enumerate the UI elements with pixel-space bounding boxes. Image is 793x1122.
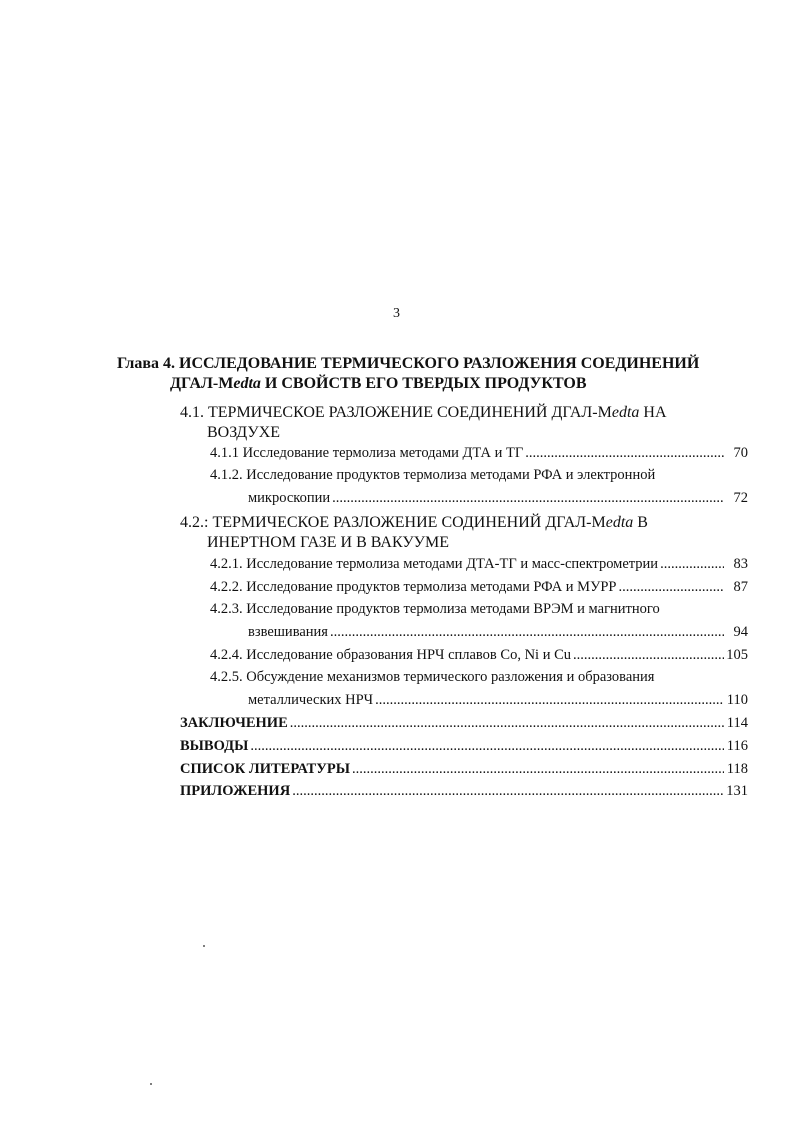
leader-dots <box>330 621 724 643</box>
toc-entry-page: 110 <box>726 692 748 708</box>
toc-entry-page: 116 <box>726 738 748 754</box>
toc-entry-title: ВЫВОДЫ <box>180 738 249 754</box>
toc-entry-4-2-2[interactable] <box>210 576 748 598</box>
toc-entry-title: 4.2.4. Исследование образования НРЧ сплавов Co, Ni и Cu <box>210 647 572 663</box>
toc-entry-title: металлических НРЧ <box>248 692 374 708</box>
toc-entry-4-1-2[interactable] <box>248 487 748 509</box>
toc-entry-page: 70 <box>733 445 748 461</box>
toc-entry-page: 72 <box>733 490 748 506</box>
toc-entry-4-2-3[interactable] <box>248 621 748 643</box>
toc-entry-page: 105 <box>726 647 748 663</box>
toc-entry-title: 4.2.1. Исследование термолиза методами ДТА-ТГ и масс-спектрометрии <box>210 556 659 572</box>
toc-entry-4-2-1[interactable] <box>210 553 748 575</box>
section-4-2-line-1: 4.2.: ТЕРМИЧЕСКОЕ РАЗЛОЖЕНИЕ СОДИНЕНИЙ ДГАЛ-Medta В <box>180 514 648 531</box>
toc-entry-page: 114 <box>726 715 748 731</box>
page-number: 3 <box>393 306 400 321</box>
toc-entry-title: СПИСОК ЛИТЕРАТУРЫ <box>180 761 350 777</box>
leader-dots <box>618 576 724 598</box>
toc-entry-page: 83 <box>733 556 748 572</box>
leader-dots <box>375 689 724 711</box>
toc-entry-4-1-2-line-1: 4.1.2. Исследование продуктов термолиза методами РФА и электронной <box>210 467 656 483</box>
section-4-1-line-2: ВОЗДУХЕ <box>207 424 281 441</box>
section-4-1-heading <box>180 403 740 443</box>
leader-dots <box>292 780 724 802</box>
leader-dots <box>660 553 724 575</box>
chapter-line-1: Глава 4. ИССЛЕДОВАНИЕ ТЕРМИЧЕСКОГО РАЗЛОЖЕНИЯ СОЕДИНЕНИЙ <box>117 355 700 372</box>
toc-entry-title: взвешивания <box>248 624 328 640</box>
leader-dots <box>290 712 724 734</box>
toc-entry-conclusion[interactable] <box>180 712 748 734</box>
toc-entry-title: микроскопии <box>248 490 331 506</box>
leader-dots <box>573 644 724 666</box>
chapter-4-heading <box>117 354 727 394</box>
leader-dots <box>332 487 724 509</box>
section-4-2-line-2: ИНЕРТНОМ ГАЗЕ И В ВАКУУМЕ <box>207 534 449 551</box>
toc-entry-4-2-5-line-1: 4.2.5. Обсуждение механизмов термического разложения и образования <box>210 669 655 685</box>
toc-entry-appendices[interactable] <box>180 780 748 802</box>
toc-entry-page: 118 <box>726 761 748 777</box>
toc-entry-references[interactable] <box>180 758 748 780</box>
leader-dots <box>250 735 724 757</box>
toc-entry-4-2-5[interactable] <box>248 689 748 711</box>
toc-entry-title: ПРИЛОЖЕНИЯ <box>180 783 291 799</box>
toc-entry-4-2-4[interactable] <box>210 644 748 666</box>
toc-entry-4-1-1[interactable] <box>210 442 748 464</box>
toc-entry-findings[interactable] <box>180 735 748 757</box>
chapter-line-2: ДГАЛ-Medta И СВОЙСТВ ЕГО ТВЕРДЫХ ПРОДУКТОВ <box>170 375 587 392</box>
toc-entry-title: 4.2.2. Исследование продуктов термолиза методами РФА и МУРР <box>210 579 617 595</box>
toc-entry-page: 131 <box>726 783 748 799</box>
leader-dots <box>525 442 724 464</box>
toc-entry-4-2-3-line-1: 4.2.3. Исследование продуктов термолиза методами ВРЭМ и магнитного <box>210 601 660 617</box>
scan-speck <box>203 945 205 947</box>
section-4-1-line-1: 4.1. ТЕРМИЧЕСКОЕ РАЗЛОЖЕНИЕ СОЕДИНЕНИЙ ДГАЛ-Medta НА <box>180 404 667 421</box>
toc-entry-title: 4.1.1 Исследование термолиза методами ДТА и ТГ <box>210 445 524 461</box>
scan-speck <box>150 1083 152 1085</box>
leader-dots <box>352 758 724 780</box>
toc-entry-page: 87 <box>733 579 748 595</box>
toc-entry-page: 94 <box>733 624 748 640</box>
toc-entry-title: ЗАКЛЮЧЕНИЕ <box>180 715 288 731</box>
section-4-2-heading <box>180 513 740 553</box>
